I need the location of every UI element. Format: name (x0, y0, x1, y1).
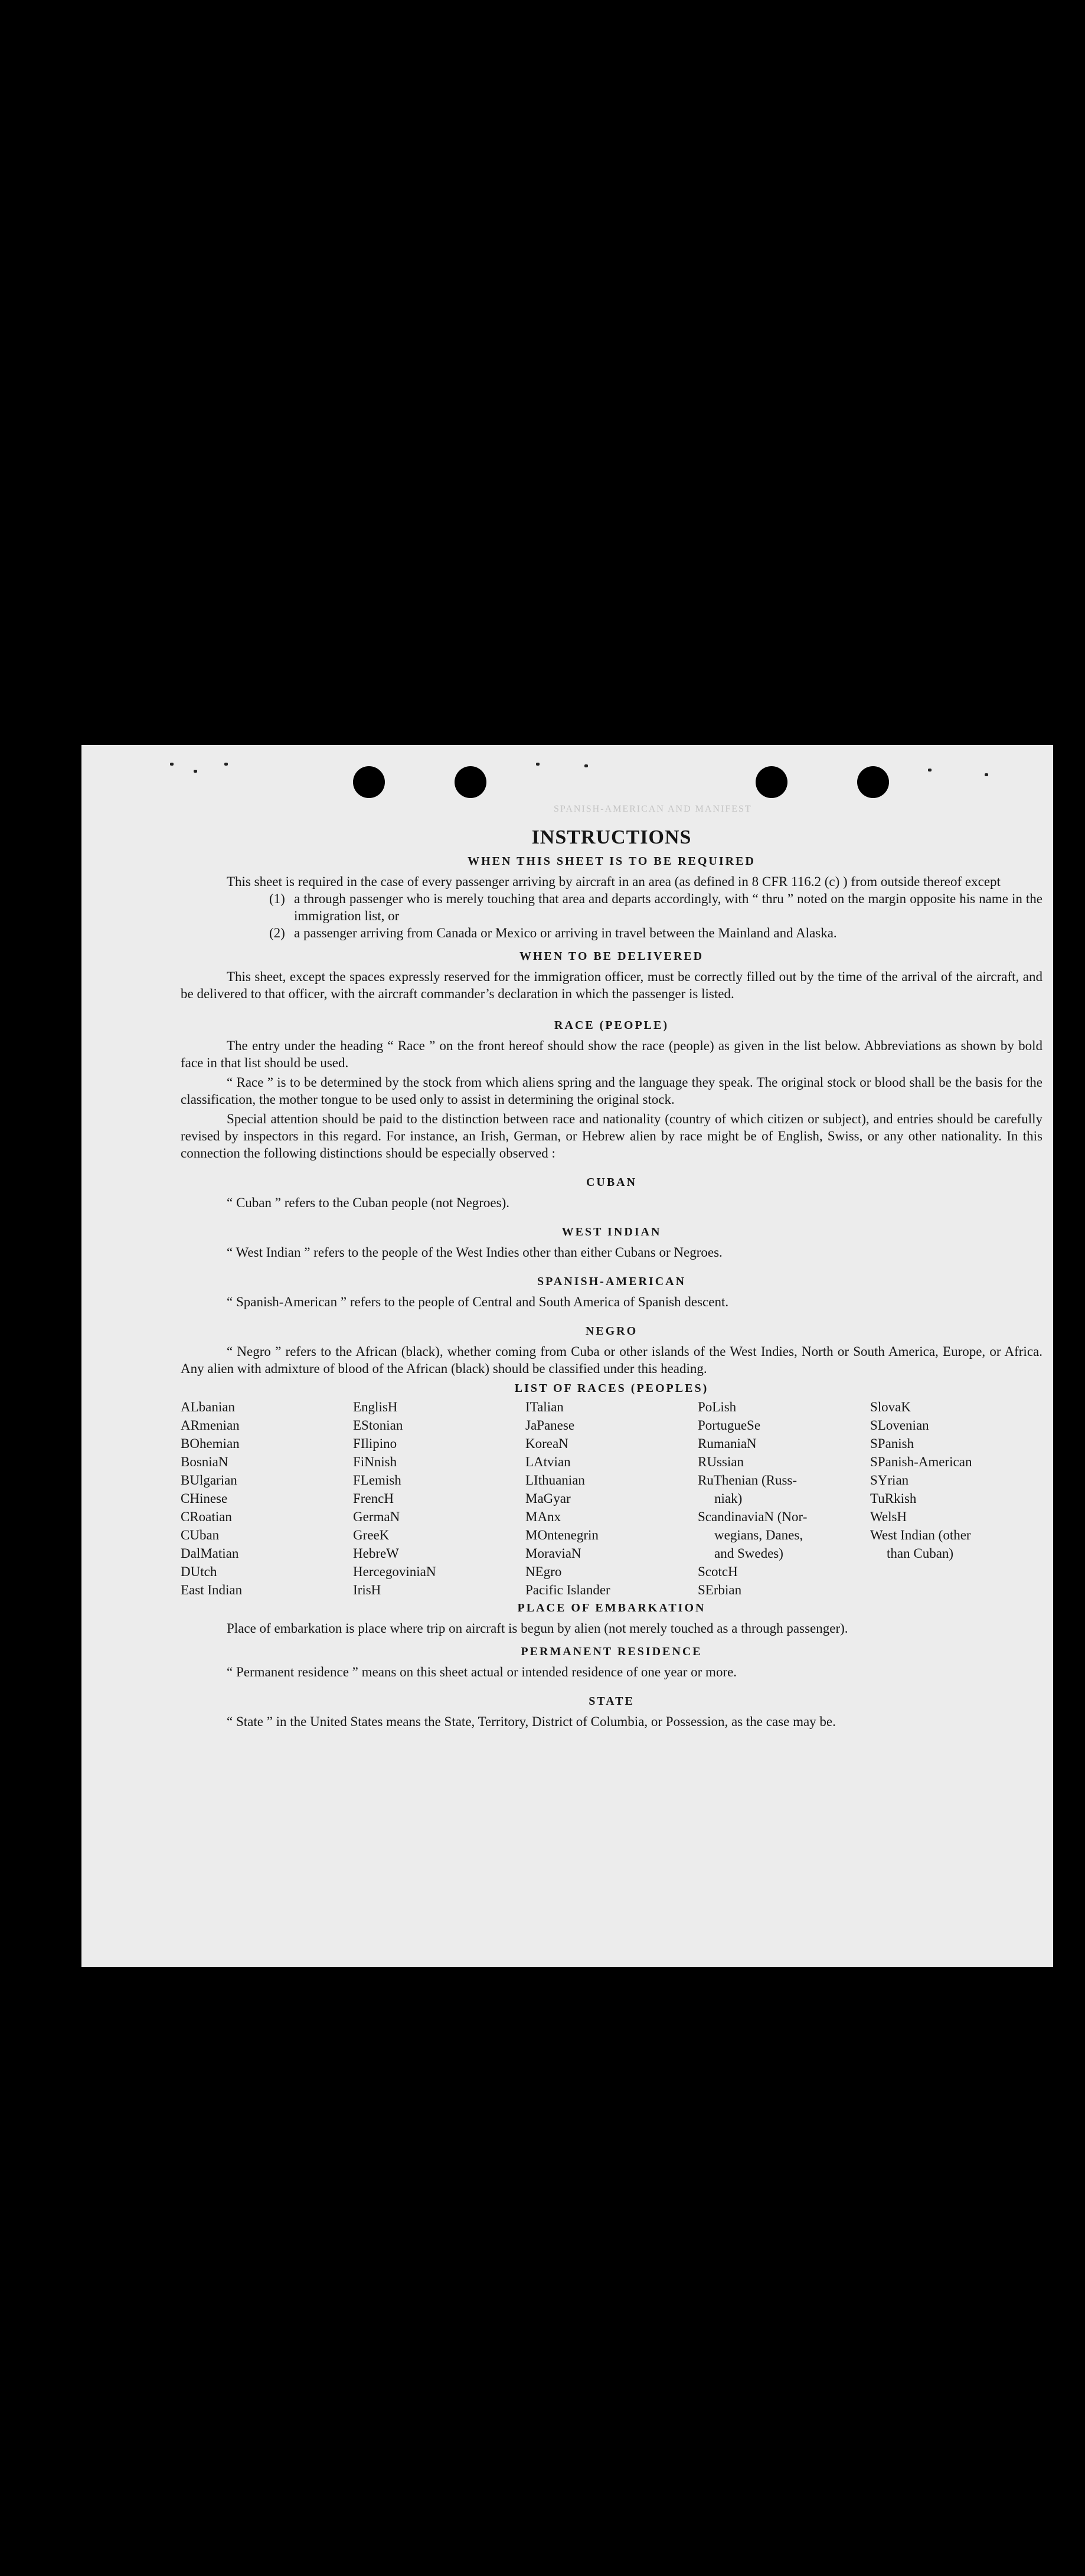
race-entry: DUtch (181, 1564, 217, 1579)
instruction-sheet (81, 745, 1053, 1967)
race-entry: ScotcH (698, 1564, 738, 1579)
speck (536, 763, 540, 766)
race-entry: FiNnish (353, 1454, 397, 1469)
item-number: (2) (269, 926, 285, 940)
races-table (181, 1398, 1042, 1599)
bleed-through-text: SPANISH-AMERICAN AND MANIFEST (554, 804, 752, 814)
race-entry: MaGyar (525, 1491, 571, 1506)
cuban-text: “ Cuban ” refers to the Cuban people (not Negroes). (227, 1195, 510, 1210)
heading-permanent-residence: PERMANENT RESIDENCE (521, 1645, 702, 1658)
race-entry: SErbian (698, 1583, 742, 1597)
when-required-text: This sheet is required in the case of every passenger arriving by aircraft in an area (as defined in 8 CFR 116.2 (c) ) from outside thereof except (227, 874, 1001, 889)
race-entry: FrencH (353, 1491, 394, 1506)
race-entry: ALbanian (181, 1400, 235, 1414)
race-entry: SLovenian (870, 1418, 929, 1433)
heading-cuban: CUBAN (586, 1176, 638, 1189)
race-entry: GermaN (353, 1509, 400, 1524)
race-entry: East Indian (181, 1583, 243, 1597)
races-column-3 (525, 1398, 698, 1599)
page-title: INSTRUCTIONS (531, 826, 692, 848)
race-entry: EStonian (353, 1418, 403, 1433)
race-entry: and Swedes) (714, 1546, 783, 1561)
negro-text: “ Negro ” refers to the African (black), whether coming from Cuba or other islands of the West Indies, North or South America, Europe, or Africa. Any alien with admixture of blood of the African (black) should be classified under this heading. (181, 1344, 1042, 1376)
race-entry: than Cuban) (887, 1546, 954, 1561)
race-entry: Pacific Islander (525, 1583, 610, 1597)
race-entry: ITalian (525, 1400, 564, 1414)
speck (170, 763, 174, 766)
race-entry: LIthuanian (525, 1473, 585, 1488)
race-entry: HercegoviniaN (353, 1564, 436, 1579)
punch-hole (455, 766, 486, 798)
race-entry: PortugueSe (698, 1418, 761, 1433)
speck (224, 763, 228, 766)
race-entry: SYrian (870, 1473, 909, 1488)
punch-hole (353, 766, 385, 798)
speck (985, 773, 988, 776)
race-entry: FIlipino (353, 1436, 397, 1451)
race-entry: ScandinaviaN (Nor- (698, 1509, 808, 1524)
race-entry: EnglisH (353, 1400, 398, 1414)
when-delivered-text: This sheet, except the spaces expressly reserved for the immigration officer, must be correctly filled out by the time of the arrival of the aircraft, and be delivered to that officer, with the aircraft commander’s declaration in which the passenger is listed. (181, 969, 1042, 1001)
race-entry: LAtvian (525, 1454, 571, 1469)
race-paragraph-2: “ Race ” is to be determined by the stock from which aliens spring and the language they speak. The original stock or blood shall be the basis for the classification, the mother tongue to be used only to assist in determining the original stock. (181, 1075, 1042, 1107)
item-text: a passenger arriving from Canada or Mexico or arriving in travel between the Mainland and Alaska. (294, 926, 837, 940)
races-column-1 (181, 1398, 353, 1599)
race-entry: SPanish (870, 1436, 914, 1451)
races-column-5 (870, 1398, 1042, 1599)
heading-state: STATE (589, 1695, 635, 1708)
race-entry: KoreaN (525, 1436, 568, 1451)
race-entry: MOntenegrin (525, 1528, 599, 1542)
race-entry: MoraviaN (525, 1546, 581, 1561)
race-entry: RuThenian (Russ- (698, 1473, 798, 1488)
race-entry: RumaniaN (698, 1436, 757, 1451)
item-number: (1) (269, 891, 285, 906)
spanish-american-text: “ Spanish-American ” refers to the people of Central and South America of Spanish descent. (227, 1294, 729, 1309)
heading-spanish-american: SPANISH-AMERICAN (537, 1275, 687, 1288)
races-column-2 (353, 1398, 525, 1599)
permanent-residence-text: “ Permanent residence ” means on this sheet actual or intended residence of one year or more. (227, 1665, 737, 1679)
embarkation-text: Place of embarkation is place where trip on aircraft is begun by alien (not merely touched as a through passenger). (227, 1621, 848, 1636)
race-entry: CRoatian (181, 1509, 232, 1524)
race-entry: DalMatian (181, 1546, 239, 1561)
exception-item (181, 890, 1042, 924)
race-entry: IrisH (353, 1583, 381, 1597)
race-entry: wegians, Danes, (714, 1528, 803, 1542)
instructions-body (181, 826, 1042, 1730)
state-text: “ State ” in the United States means the State, Territory, District of Columbia, or Possession, as the case may be. (227, 1714, 836, 1729)
heading-race: RACE (PEOPLE) (554, 1019, 669, 1032)
race-paragraph-1: The entry under the heading “ Race ” on the front hereof should show the race (people) as given in the list below. Abbreviations as shown by bold face in that list should be used. (181, 1038, 1042, 1070)
heading-negro: NEGRO (585, 1325, 638, 1338)
speck (194, 770, 197, 773)
races-column-4 (698, 1398, 870, 1599)
race-entry: HebreW (353, 1546, 399, 1561)
race-entry: WelsH (870, 1509, 907, 1524)
race-paragraph-3: Special attention should be paid to the distinction between race and nationality (country of which citizen or subject), and entries should be carefully revised by inspectors in this regard. For instance, an Irish, German, or Hebrew alien by race might be of English, Swiss, or any other nationality. In this connection the following distinctions should be especially observed : (181, 1112, 1042, 1160)
race-entry: MAnx (525, 1509, 561, 1524)
heading-west-indian: WEST INDIAN (561, 1225, 662, 1238)
item-text: a through passenger who is merely touching that area and departs accordingly, with “ thru ” noted on the margin opposite his name in the immigration list, or (294, 891, 1042, 923)
punch-hole (756, 766, 787, 798)
punch-hole (857, 766, 889, 798)
heading-list-of-races: LIST OF RACES (PEOPLES) (514, 1382, 709, 1395)
race-entry: NEgro (525, 1564, 562, 1579)
race-entry: BUlgarian (181, 1473, 237, 1488)
race-entry: FLemish (353, 1473, 401, 1488)
heading-when-required: WHEN THIS SHEET IS TO BE REQUIRED (468, 855, 756, 868)
speck (584, 764, 588, 767)
race-entry: GreeK (353, 1528, 390, 1542)
west-indian-text: “ West Indian ” refers to the people of the West Indies other than either Cubans or Negroes. (227, 1245, 723, 1260)
race-entry: SPanish-American (870, 1454, 972, 1469)
race-entry: CHinese (181, 1491, 228, 1506)
race-entry: ARmenian (181, 1418, 240, 1433)
heading-when-delivered: WHEN TO BE DELIVERED (519, 950, 704, 963)
race-entry: CUban (181, 1528, 220, 1542)
heading-embarkation: PLACE OF EMBARKATION (517, 1601, 706, 1614)
race-entry: RUssian (698, 1454, 744, 1469)
race-entry: JaPanese (525, 1418, 575, 1433)
race-entry: PoLish (698, 1400, 737, 1414)
race-entry: West Indian (other (870, 1528, 971, 1542)
race-entry: niak) (714, 1491, 743, 1506)
race-entry: BOhemian (181, 1436, 240, 1451)
race-entry: TuRkish (870, 1491, 917, 1506)
speck (928, 769, 932, 772)
race-entry: BosniaN (181, 1454, 228, 1469)
exception-item (181, 924, 1042, 942)
race-entry: SlovaK (870, 1400, 911, 1414)
